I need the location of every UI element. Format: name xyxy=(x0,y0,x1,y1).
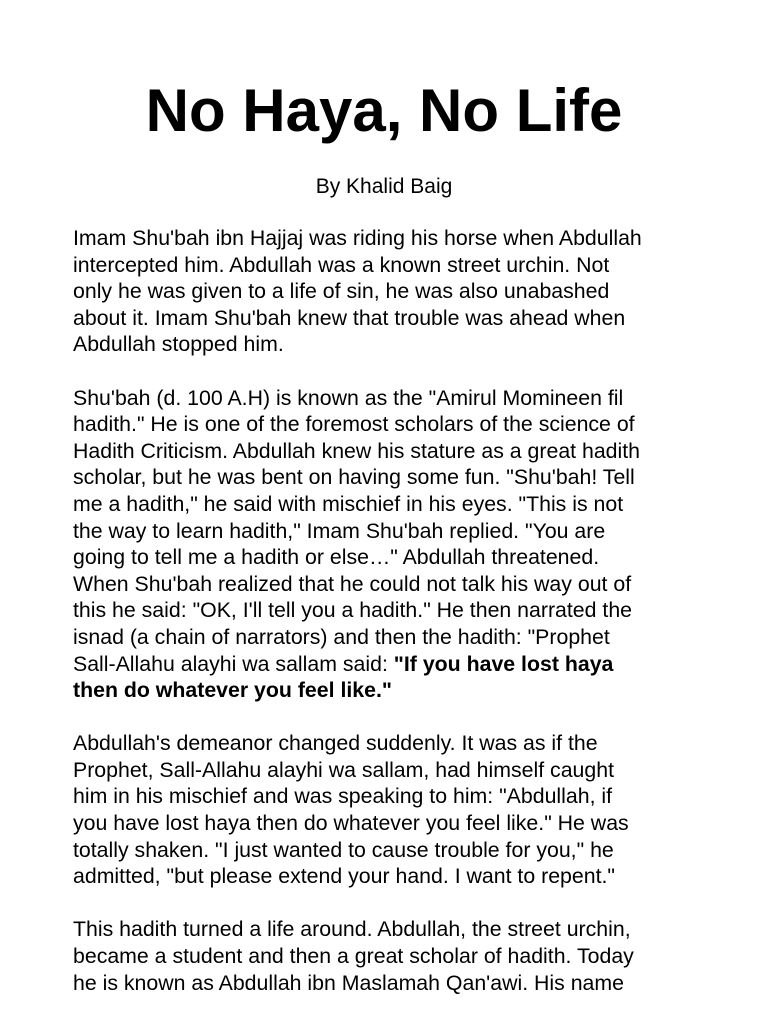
paragraph-3 xyxy=(73,730,713,890)
text-line: this he said: "OK, I'll tell you a hadith." He then narrated the xyxy=(73,598,633,623)
text-line: Prophet, Sall-Allahu alayhi wa sallam, had himself caught xyxy=(73,757,614,782)
text-segment: Sall-Allahu alayhi wa sallam said: xyxy=(73,651,394,676)
text-line: only he was given to a life of sin, he was also unabashed xyxy=(73,279,610,304)
text-line: admitted, "but please extend your hand. I want to repent." xyxy=(73,864,615,889)
text-line: When Shu'bah realized that he could not talk his way out of xyxy=(73,571,632,596)
text-line: Shu'bah (d. 100 A.H) is known as the "Amirul Momineen fil xyxy=(73,385,624,410)
text-line: you have lost haya then do whatever you feel like." He was xyxy=(73,811,629,836)
text-line: Imam Shu'bah ibn Hajjaj was riding his horse when Abdullah xyxy=(73,226,642,250)
paragraph-4 xyxy=(73,916,713,996)
paragraph-2 xyxy=(73,385,713,704)
hadith-quote-bold: "If you have lost haya xyxy=(393,651,614,676)
article-body xyxy=(73,225,713,1023)
paragraph-1 xyxy=(73,225,713,358)
hadith-quote-bold-line: then do whatever you feel like." xyxy=(73,678,392,703)
text-line: intercepted him. Abdullah was a known street urchin. Not xyxy=(73,252,610,277)
text-line: hadith." He is one of the foremost scholars of the science of xyxy=(73,412,635,437)
text-line: totally shaken. "I just wanted to cause trouble for you," he xyxy=(73,837,614,862)
text-line: isnad (a chain of narrators) and then the hadith: "Prophet xyxy=(73,624,610,649)
text-line: scholar, but he was bent on having some fun. "Shu'bah! Tell xyxy=(73,465,635,490)
text-line: Abdullah stopped him. xyxy=(73,332,284,357)
page-title: No Haya, No Life xyxy=(145,77,623,144)
text-line: This hadith turned a life around. Abdullah, the street urchin, xyxy=(73,917,631,942)
author-byline: By Khalid Baig xyxy=(315,175,453,198)
text-line: Hadith Criticism. Abdullah knew his stature as a great hadith xyxy=(73,438,641,463)
text-line: him in his mischief and was speaking to him: "Abdullah, if xyxy=(73,784,613,809)
text-line: the way to learn hadith," Imam Shu'bah replied. "You are xyxy=(73,518,606,543)
text-line: about it. Imam Shu'bah knew that trouble was ahead when xyxy=(73,305,626,330)
text-line: me a hadith," he said with mischief in his eyes. "This is not xyxy=(73,491,624,516)
text-line: going to tell me a hadith or else…" Abdullah threatened. xyxy=(73,545,600,570)
text-line: he is known as Abdullah ibn Maslamah Qan'awi. His name xyxy=(73,970,624,995)
text-line: Abdullah's demeanor changed suddenly. It was as if the xyxy=(73,731,598,756)
text-line: became a student and then a great scholar of hadith. Today xyxy=(73,944,634,969)
text-line-mixed xyxy=(73,651,713,678)
